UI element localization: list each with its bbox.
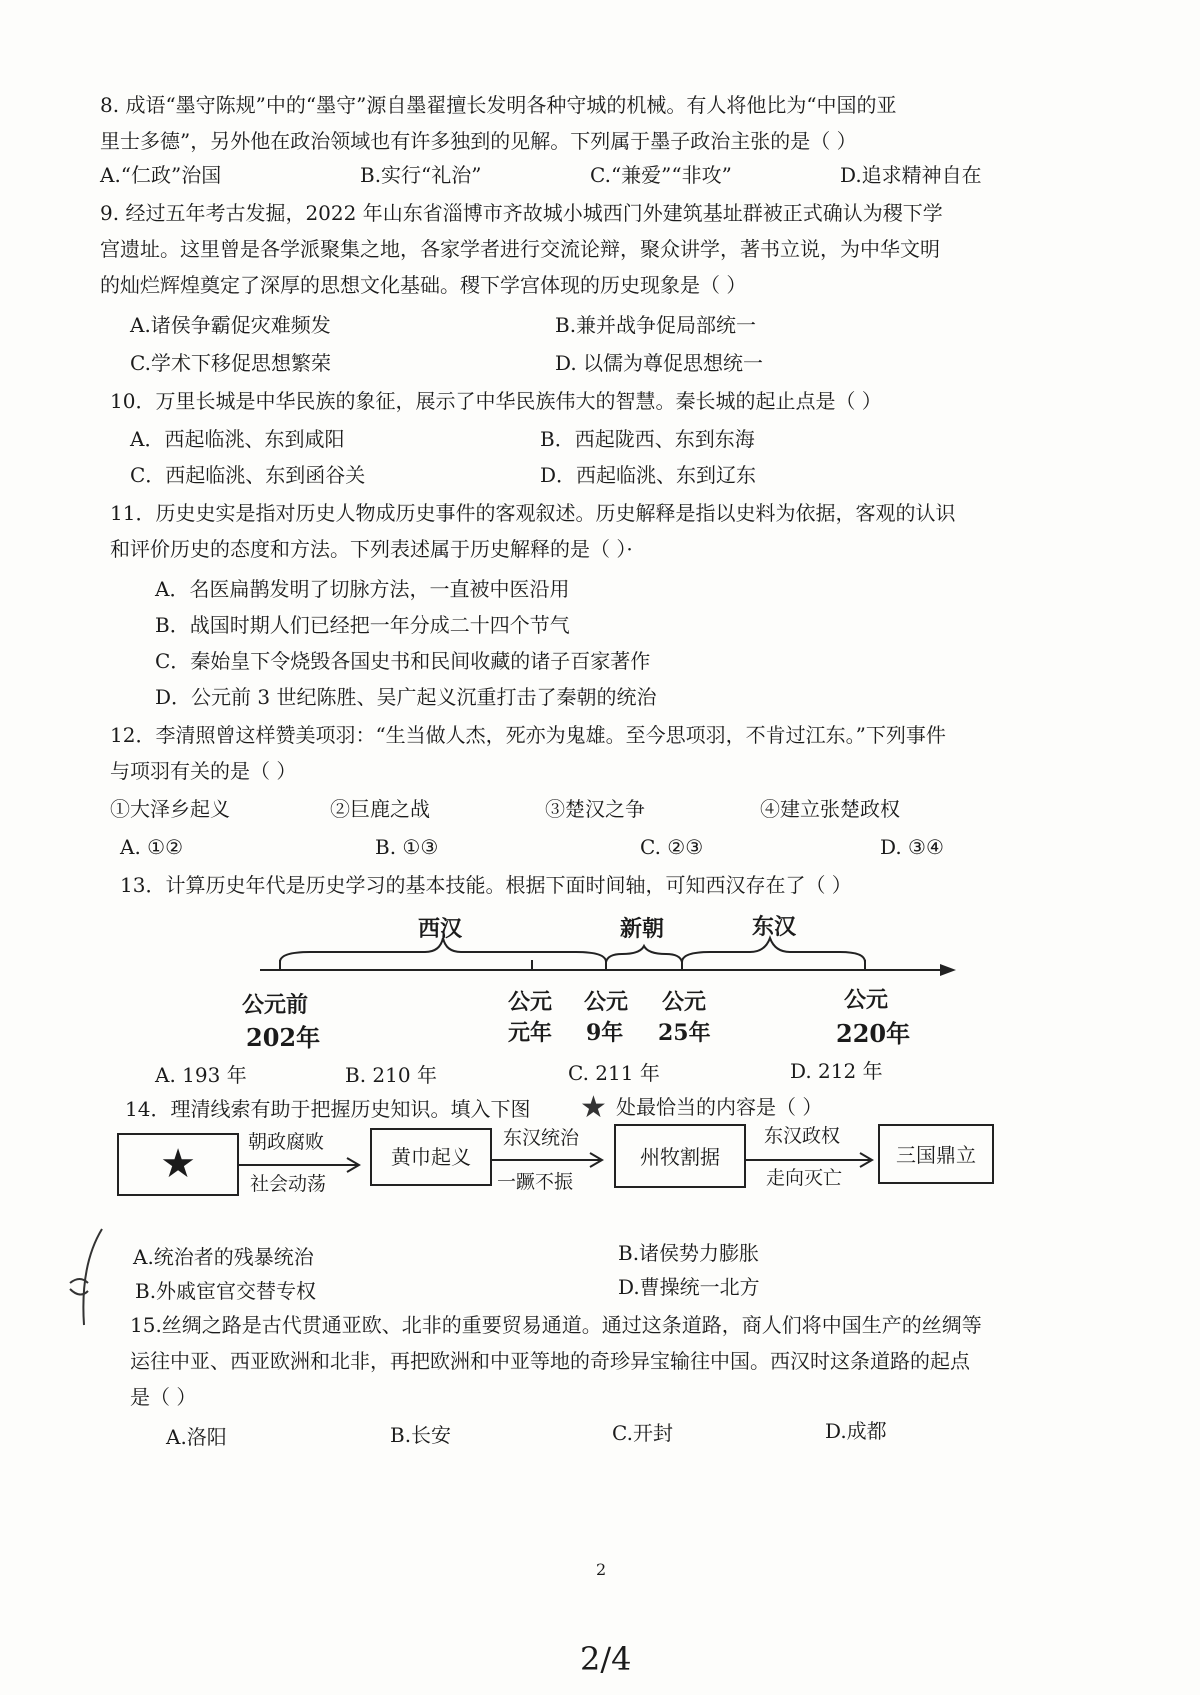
timeline-arrowhead — [940, 964, 956, 976]
timeline-label-202bc-top: 公元前 — [242, 992, 309, 1018]
q8-option-d: D.追求精神自在 — [840, 163, 982, 187]
timeline-period-xin: 新朝 — [620, 916, 665, 942]
q13-option-b: B. 210 年 — [345, 1063, 437, 1087]
q11-stem-line1: 11．历史史实是指对历史人物成历史事件的客观叙述。历史解释是指以史料为依据，客观的认识 — [110, 501, 956, 525]
q9-stem-line1: 9. 经过五年考古发掘，2022 年山东省淄博市齐故城小城西门外建筑基址群被正式确认为稷下学 — [100, 201, 943, 225]
q14-stem-post: 处最恰当的内容是（ ） — [616, 1095, 823, 1119]
timeline-label-9ad-top: 公元 — [584, 989, 629, 1015]
q8-stem-line1: 8. 成语“墨守陈规”中的“墨守”源自墨翟擅长发明各种守城的机械。有人将他比为“中国的亚 — [100, 93, 897, 117]
q11-option-c: C．秦始皇下令烧毁各国史书和民间收藏的诸子百家著作 — [155, 649, 651, 673]
q9-option-a: A.诸侯争霸促灾难频发 — [130, 313, 331, 337]
q15-stem-line2: 运往中亚、西亚欧洲和北非，再把欧洲和中亚等地的奇珍异宝输往中国。西汉时这条道路的起点 — [130, 1349, 970, 1373]
q15-option-d: D.成都 — [825, 1419, 887, 1443]
q12-stem-line2: 与项羽有关的是（ ） — [110, 759, 297, 783]
timeline-label-25ad-top: 公元 — [662, 989, 707, 1015]
q14-stem-pre: 14．理清线索有助于把握历史知识。填入下图 — [125, 1097, 531, 1121]
q14-option-b: B.诸侯势力膨胀 — [618, 1241, 760, 1265]
q12-event-1: ①大泽乡起义 — [110, 797, 230, 821]
q14-option-c: B.外戚宦官交替专权 — [135, 1279, 317, 1303]
q8-option-c: C.“兼爱”“非攻” — [590, 163, 732, 187]
flow-box-yellow-turban: 黄巾起义 — [370, 1128, 492, 1186]
flow-arrow3-bottom-label: 走向灭亡 — [766, 1167, 843, 1189]
timeline-label-1ad-bottom: 元年 — [508, 1020, 553, 1046]
page-footer-count: 2/4 — [580, 1640, 632, 1678]
q12-option-d: D. ③④ — [880, 835, 944, 859]
flow-arrow2-top-label: 东汉统治 — [503, 1127, 580, 1149]
q12-stem-line1: 12．李清照曾这样赞美项羽：“生当做人杰，死亦为鬼雄。至今思项羽，不肯过江东。”下列事件 — [110, 723, 946, 747]
q8-option-b: B.实行“礼治” — [360, 163, 482, 187]
timeline-period-western-han: 西汉 — [418, 916, 463, 942]
q10-option-a: A．西起临洮、东到咸阳 — [130, 427, 345, 451]
timeline-label-25ad-bottom: 25年 — [658, 1020, 711, 1046]
q12-event-4: ④建立张楚政权 — [760, 797, 900, 821]
q15-stem-line3: 是（ ） — [130, 1385, 197, 1409]
q13-stem: 13．计算历史年代是历史学习的基本技能。根据下面时间轴，可知西汉存在了（ ） — [120, 873, 852, 897]
timeline-brace-eastern-han — [682, 938, 865, 962]
timeline-label-220ad-bottom: 220年 — [836, 1019, 911, 1048]
timeline-label-220ad-top: 公元 — [844, 987, 889, 1013]
timeline-period-eastern-han: 东汉 — [752, 914, 797, 940]
q12-option-b: B. ①③ — [375, 835, 439, 859]
q11-stem-line2: 和评价历史的态度和方法。下列表述属于历史解释的是（ ）· — [110, 537, 633, 561]
q12-option-c: C. ②③ — [640, 835, 704, 859]
q8-stem-line2: 里士多德”，另外他在政治领域也有许多独到的见解。下列属于墨子政治主张的是（ ） — [100, 129, 857, 153]
flow-arrow1-bottom-label: 社会动荡 — [250, 1173, 327, 1195]
q9-option-c: C.学术下移促思想繁荣 — [130, 351, 331, 375]
q14-option-d: D.曹操统一北方 — [618, 1275, 760, 1299]
flow-arrow2-bottom-label: 一蹶不振 — [497, 1171, 574, 1193]
q15-option-a: A.洛阳 — [166, 1425, 227, 1449]
q8-option-a: A.“仁政”治国 — [100, 163, 222, 187]
q14-option-a: A.统治者的残暴统治 — [133, 1245, 314, 1269]
q15-option-b: B.长安 — [390, 1423, 452, 1447]
flow-arrow1-top-label: 朝政腐败 — [248, 1131, 325, 1153]
timeline-label-9ad-bottom: 9年 — [586, 1020, 624, 1046]
timeline-label-1ad-top: 公元 — [508, 989, 553, 1015]
q9-option-b: B.兼并战争促局部统一 — [555, 313, 757, 337]
timeline-axis — [250, 918, 1000, 998]
page-number: 2 — [596, 1560, 607, 1579]
star-icon: ★ — [580, 1090, 607, 1125]
flow-box-star — [117, 1133, 239, 1196]
q9-stem-line2: 宫遗址。这里曾是各学派聚集之地，各家学者进行交流论辩，聚众讲学，著书立说，为中华文明 — [100, 237, 940, 261]
flow-box-regional-warlords: 州牧割据 — [614, 1124, 746, 1188]
q11-option-a: A．名医扁鹊发明了切脉方法，一直被中医沿用 — [155, 577, 570, 601]
handwritten-bracket-mark — [62, 1225, 112, 1335]
flow-star-icon: ★ — [160, 1141, 196, 1187]
q11-option-b: B．战国时期人们已经把一年分成二十四个节气 — [155, 613, 570, 637]
q10-option-b: B．西起陇西、东到东海 — [540, 427, 755, 451]
q10-option-c: C．西起临洮、东到函谷关 — [130, 463, 366, 487]
flow-arrow3-top-label: 东汉政权 — [764, 1125, 841, 1147]
q13-option-a: A. 193 年 — [155, 1063, 247, 1087]
q13-option-c: C. 211 年 — [568, 1061, 660, 1085]
timeline-brace-xin — [606, 946, 682, 962]
q15-option-c: C.开封 — [612, 1421, 673, 1445]
q9-option-d: D. 以儒为尊促思想统一 — [555, 351, 764, 375]
q10-stem: 10．万里长城是中华民族的象征，展示了中华民族伟大的智慧。秦长城的起止点是（ ） — [110, 389, 882, 413]
q12-option-a: A. ①② — [120, 835, 184, 859]
q12-event-2: ②巨鹿之战 — [330, 797, 430, 821]
q11-option-d: D．公元前 3 世纪陈胜、吴广起义沉重打击了秦朝的统治 — [155, 685, 657, 709]
flow-arrow-2 — [492, 1150, 612, 1170]
timeline-label-202bc-bottom: 202年 — [246, 1023, 321, 1052]
q13-option-d: D. 212 年 — [790, 1059, 883, 1083]
q9-stem-line3: 的灿烂辉煌奠定了深厚的思想文化基础。稷下学宫体现的历史现象是（ ） — [100, 273, 747, 297]
q15-stem-line1: 15.丝绸之路是古代贯通亚欧、北非的重要贸易通道。通过这条道路，商人们将中国生产的丝绸等 — [130, 1313, 982, 1337]
q10-option-d: D．西起临洮、东到辽东 — [540, 463, 757, 487]
flow-box-three-kingdoms: 三国鼎立 — [878, 1124, 994, 1184]
q12-event-3: ③楚汉之争 — [545, 797, 645, 821]
timeline-brace-western-han — [280, 938, 606, 962]
